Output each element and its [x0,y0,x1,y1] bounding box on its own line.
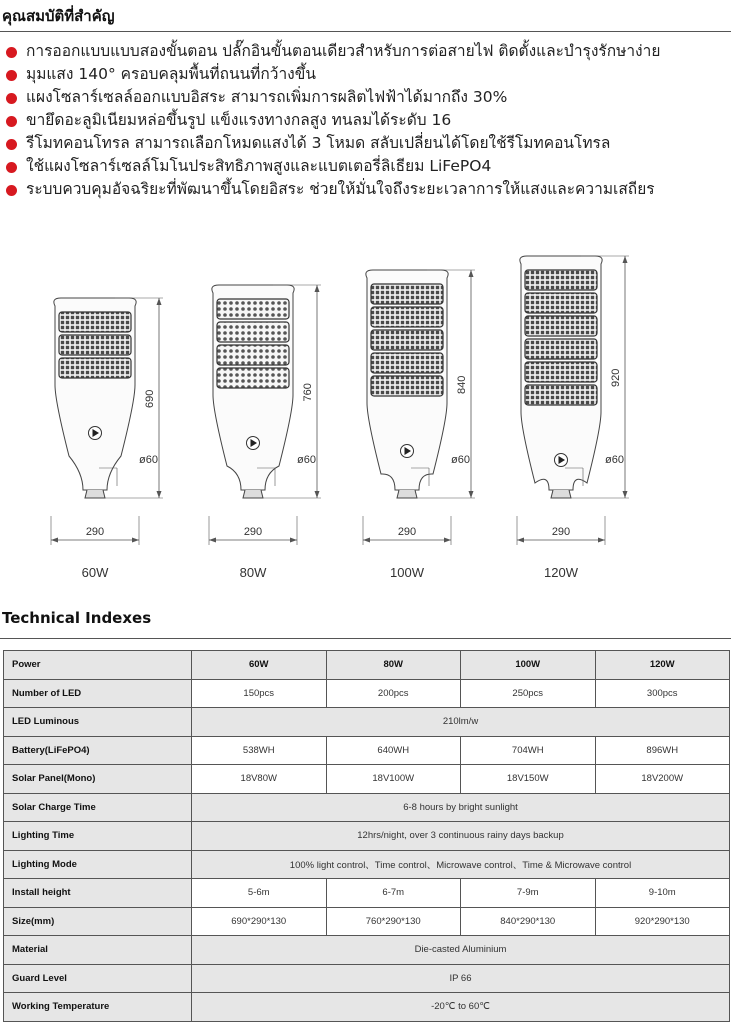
diameter-label: ø60 [297,454,316,466]
pole-mount [397,490,417,498]
row-label: Battery(LiFePO4) [4,736,192,765]
height-label: 920 [610,368,622,387]
lamp-80w [209,285,321,580]
feature-item: มุมแสง 140° ครอบคลุมพื้นที่ถนนที่กว้างขึ้น [4,63,660,86]
table-row [4,879,730,908]
row-span-value: Die-casted Aluminium [192,936,730,965]
arrow-up-icon [623,256,628,263]
arrow-right-icon [132,538,139,543]
header-cell: 120W [595,651,730,680]
row-value: 7-9m [461,879,596,908]
led-module [217,299,289,319]
led-module [371,284,443,304]
arrow-right-icon [290,538,297,543]
row-label: Guard Level [4,964,192,993]
row-value: 18V100W [326,765,461,794]
led-module [217,345,289,365]
pole-mount [85,490,105,498]
row-label: Install height [4,879,192,908]
row-label: Number of LED [4,679,192,708]
led-module [525,270,597,290]
features-title: คุณสมบัติที่สำคัญ [2,7,115,25]
led-module [525,293,597,313]
arrow-left-icon [363,538,370,543]
header-cell: 60W [192,651,327,680]
row-span-value: IP 66 [192,964,730,993]
table-row [4,850,730,879]
table-row [4,964,730,993]
arrow-right-icon [598,538,605,543]
led-module [371,307,443,327]
row-value: 6-7m [326,879,461,908]
row-span-value: 210lm/w [192,708,730,737]
lamp-drawings [0,240,731,590]
feature-item: รีโมทคอนโทรล สามารถเลือกโหมดแสงได้ 3 โหมด สลับเปลี่ยนได้โดยใช้รีโมทคอนโทรล [4,132,660,155]
led-module [525,339,597,359]
diameter-label: ø60 [139,454,158,466]
arrow-left-icon [209,538,216,543]
row-value: 538WH [192,736,327,765]
table-row [4,765,730,794]
bullet-icon [6,70,17,81]
header-cell: 80W [326,651,461,680]
table-row [4,708,730,737]
row-value: 200pcs [326,679,461,708]
width-label: 290 [243,526,263,538]
lamp-100w [363,270,475,580]
height-label: 760 [302,383,314,402]
row-value: 896WH [595,736,730,765]
height-label: 690 [144,389,156,408]
table-row [4,936,730,965]
feature-item: ขายึดอะลูมิเนียมหล่อขึ้นรูป แข็งแรงทางกลสูง ทนลมได้ระดับ 16 [4,109,660,132]
row-label: Size(mm) [4,907,192,936]
tech-title: Technical Indexes [2,609,152,627]
row-value: 5-6m [192,879,327,908]
table-header-row [4,651,730,680]
lamp-name: 100W [390,565,424,580]
row-value: 18V150W [461,765,596,794]
arrow-left-icon [51,538,58,543]
led-module [217,322,289,342]
lamp-60w [51,298,163,580]
table-row [4,679,730,708]
feature-item: การออกแบบแบบสองขั้นตอน ปลั๊กอินขั้นตอนเดียวสำหรับการต่อสายไฟ ติดตั้งและบำรุงรักษาง่าย [4,40,660,63]
row-label: Lighting Time [4,822,192,851]
feature-item: ใช้แผงโซลาร์เซลล์โมโนประสิทธิภาพสูงและแบตเตอรี่ลิเธียม LiFePO4 [4,155,660,178]
pole-mount [551,490,571,498]
row-value: 150pcs [192,679,327,708]
row-value: 250pcs [461,679,596,708]
diameter-label: ø60 [451,454,470,466]
row-span-value: 100% light control、Time control、Microwave control、Time & Microwave control [192,850,730,879]
lamp-name: 120W [544,565,578,580]
table-row [4,822,730,851]
led-module [59,312,131,332]
row-value: 18V200W [595,765,730,794]
bullet-icon [6,139,17,150]
row-value: 920*290*130 [595,907,730,936]
lamp-name: 80W [239,565,267,580]
arrow-down-icon [469,491,474,498]
row-span-value: 6-8 hours by bright sunlight [192,793,730,822]
diameter-label: ø60 [605,454,624,466]
header-label-cell: Power [4,651,192,680]
lamp-name: 60W [81,565,109,580]
tech-divider [0,638,731,639]
led-module [525,316,597,336]
arrow-left-icon [517,538,524,543]
feature-item: แผงโซลาร์เซลล์ออกแบบอิสระ สามารถเพิ่มการผลิตไฟฟ้าได้มากถึง 30% [4,86,660,109]
bullet-icon [6,162,17,173]
feature-list [4,40,660,201]
row-label: LED Luminous [4,708,192,737]
arrow-up-icon [157,298,162,305]
header-cell: 100W [461,651,596,680]
row-label: Lighting Mode [4,850,192,879]
arrow-down-icon [157,491,162,498]
led-module [59,358,131,378]
spec-table [3,650,730,1022]
row-value: 690*290*130 [192,907,327,936]
led-module [371,330,443,350]
row-value: 300pcs [595,679,730,708]
width-label: 290 [551,526,571,538]
led-module [525,362,597,382]
row-value: 704WH [461,736,596,765]
row-value: 640WH [326,736,461,765]
row-value: 18V80W [192,765,327,794]
arrow-down-icon [623,491,628,498]
lamp-120w [517,256,629,580]
table-row [4,993,730,1022]
pole-mount [243,490,263,498]
led-module [59,335,131,355]
arrow-up-icon [469,270,474,277]
arrow-down-icon [315,491,320,498]
row-value: 840*290*130 [461,907,596,936]
width-label: 290 [85,526,105,538]
row-label: Solar Charge Time [4,793,192,822]
table-row [4,793,730,822]
features-divider [0,31,731,32]
bullet-icon [6,47,17,58]
row-value: 760*290*130 [326,907,461,936]
row-span-value: 12hrs/night, over 3 continuous rainy days backup [192,822,730,851]
row-label: Material [4,936,192,965]
table-row [4,736,730,765]
row-label: Working Temperature [4,993,192,1022]
led-module [525,385,597,405]
feature-item: ระบบควบคุมอัจฉริยะที่พัฒนาขึ้นโดยอิสระ ช่วยให้มั่นใจถึงระยะเวลาการให้แสงและความเสถียร [4,178,660,201]
bullet-icon [6,116,17,127]
row-span-value: -20℃ to 60℃ [192,993,730,1022]
arrow-up-icon [315,285,320,292]
led-module [371,376,443,396]
lamps-group [51,256,629,580]
bullet-icon [6,185,17,196]
width-label: 290 [397,526,417,538]
row-label: Solar Panel(Mono) [4,765,192,794]
bullet-icon [6,93,17,104]
row-value: 9-10m [595,879,730,908]
led-module [217,368,289,388]
height-label: 840 [456,375,468,394]
table-row [4,907,730,936]
arrow-right-icon [444,538,451,543]
led-module [371,353,443,373]
